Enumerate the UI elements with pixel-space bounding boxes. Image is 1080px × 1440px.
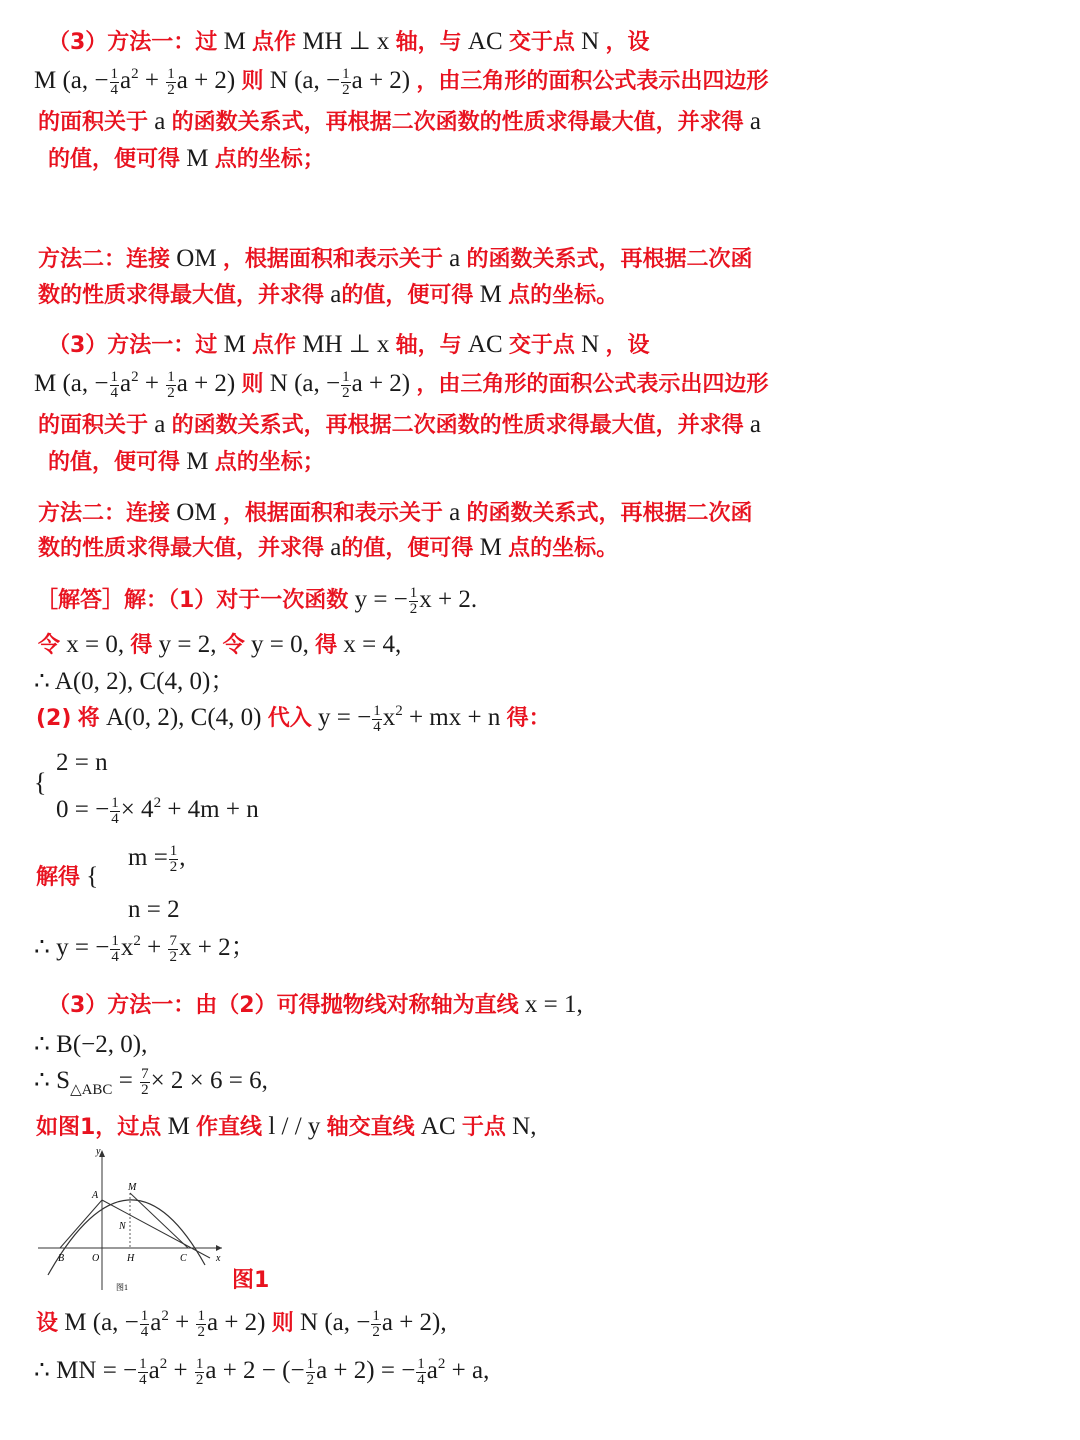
text: 轴，与 — [395, 30, 462, 55]
text: N (a, − — [269, 370, 341, 397]
text: + mx + n — [402, 704, 501, 731]
text: ，由三角形的面积公式表示出四边形 — [416, 69, 769, 94]
p3-line4 — [48, 447, 325, 478]
text: 图1 — [232, 1268, 270, 1293]
text: x — [120, 934, 134, 961]
text: 的函数关系式，再根据二次函数的性质求得最大值，并求得 — [171, 413, 744, 438]
denominator: 2 — [372, 1323, 380, 1340]
text: x = 1, — [524, 991, 583, 1018]
fraction — [169, 844, 179, 875]
exponent: 2 — [131, 66, 139, 82]
numerator: 1 — [417, 1355, 425, 1372]
text: a + 2) — [206, 1309, 266, 1336]
p1-line3 — [38, 107, 761, 138]
text: 如图1，过点 — [36, 1115, 162, 1140]
text: y = − — [317, 704, 372, 731]
numerator: 1 — [111, 794, 119, 811]
parabola-figure — [30, 1140, 230, 1300]
fraction — [196, 1309, 206, 1340]
text: ，根据面积和表示关于 — [222, 247, 443, 272]
fraction — [409, 586, 419, 617]
text: , — [179, 844, 186, 871]
fraction — [110, 934, 120, 965]
p4-line2 — [38, 533, 618, 564]
denominator: 2 — [409, 600, 418, 617]
text: × 2 × 6 = 6, — [150, 1067, 268, 1094]
text: 数的性质求得最大值，并求得 — [38, 536, 325, 561]
text: M — [167, 1113, 190, 1140]
fraction — [372, 704, 382, 735]
text: M — [186, 145, 209, 172]
sol-line13 — [36, 1308, 447, 1340]
fraction — [341, 67, 351, 98]
text: a — [449, 245, 461, 272]
text: = — [112, 1067, 140, 1094]
denominator: 4 — [110, 81, 118, 98]
exponent: 2 — [133, 933, 141, 949]
denominator: 4 — [140, 1323, 149, 1340]
sol-line12 — [36, 1112, 536, 1143]
fraction — [416, 1357, 426, 1388]
p1-line1 — [48, 27, 649, 58]
sol-line9 — [48, 990, 583, 1021]
exponent: 2 — [159, 1356, 168, 1372]
text: l / / y — [268, 1113, 321, 1140]
text: a — [148, 1357, 160, 1384]
denominator: 2 — [306, 1371, 315, 1388]
text: y = − — [354, 586, 408, 613]
text: N — [581, 331, 600, 358]
text: OM — [176, 499, 217, 526]
text: ，由三角形的面积公式表示出四边形 — [416, 372, 769, 397]
text: 的值，便可得 — [341, 283, 474, 308]
text: MH ⊥ x — [302, 331, 390, 358]
solve-n — [128, 895, 180, 925]
text: ，根据面积和表示关于 — [222, 501, 443, 526]
denominator: 4 — [111, 810, 119, 827]
denominator: 2 — [197, 1323, 205, 1340]
numerator: 1 — [372, 1307, 380, 1324]
fraction — [168, 934, 178, 965]
denominator: 2 — [167, 384, 175, 401]
label-C: C — [180, 1253, 187, 1264]
fraction — [166, 370, 176, 401]
text: 点作 — [252, 333, 297, 358]
sol-line14 — [34, 1356, 489, 1388]
text: 点的坐标； — [214, 147, 325, 172]
text: x — [382, 704, 396, 731]
text: a — [449, 499, 461, 526]
text: N (a, − — [300, 1309, 371, 1336]
sol-line11 — [34, 1066, 268, 1098]
fraction — [110, 796, 120, 827]
numerator: 1 — [197, 1307, 205, 1324]
text: AC — [467, 331, 503, 358]
text: a — [154, 108, 166, 135]
text: ∴ S — [34, 1067, 71, 1094]
text: n = 2 — [128, 896, 180, 923]
text: ，设 — [605, 30, 650, 55]
numerator: 1 — [139, 1355, 147, 1372]
line-AB — [60, 1200, 102, 1248]
fraction — [195, 1357, 205, 1388]
text: + — [140, 934, 168, 961]
denominator: 2 — [167, 81, 175, 98]
text: 方法二：连接 — [38, 501, 171, 526]
text: a — [330, 281, 342, 308]
figure-inner-caption: 图1 — [116, 1283, 128, 1292]
label-N: N — [119, 1221, 126, 1232]
text: M — [186, 448, 209, 475]
exponent: 2 — [153, 795, 162, 811]
system-eq2 — [56, 795, 259, 827]
text: 点的坐标； — [214, 450, 325, 475]
label-B: B — [58, 1253, 65, 1264]
figure-caption — [232, 1265, 269, 1296]
text: M (a, − — [64, 1309, 139, 1336]
p1-line2 — [34, 66, 768, 98]
text: 解得 — [36, 865, 81, 890]
numerator: 7 — [169, 932, 177, 949]
label-H: H — [127, 1253, 135, 1264]
text: a + 2) = − — [316, 1357, 416, 1384]
text: N (a, − — [269, 67, 341, 94]
text: 的值，便可得 — [48, 147, 181, 172]
denominator: 4 — [417, 1371, 425, 1388]
text: + — [168, 1309, 196, 1336]
text: 数的性质求得最大值，并求得 — [38, 283, 325, 308]
numerator: 1 — [111, 932, 119, 949]
text: 则 — [241, 372, 264, 397]
denominator: 2 — [141, 1081, 149, 1098]
numerator: 1 — [409, 584, 418, 601]
text: y = 0, — [251, 631, 309, 658]
text: a + 2) — [351, 67, 411, 94]
p1-line4 — [48, 144, 325, 175]
text: AC — [420, 1113, 456, 1140]
text: a — [120, 370, 132, 397]
denominator: 4 — [111, 948, 119, 965]
text: ∴ B(−2, 0), — [34, 1031, 148, 1058]
label-x: x — [216, 1253, 221, 1264]
text: a + 2) — [351, 370, 411, 397]
text: 的函数关系式，再根据二次函数的性质求得最大值，并求得 — [171, 110, 744, 135]
numerator: 1 — [195, 1355, 204, 1372]
text: a — [150, 1309, 162, 1336]
fraction — [110, 370, 120, 401]
sol-head — [36, 585, 477, 617]
fraction — [138, 1357, 148, 1388]
text: (2) — [36, 706, 72, 731]
text: M — [223, 331, 246, 358]
fraction — [110, 67, 120, 98]
text: a + 2) — [176, 67, 236, 94]
exponent: 2 — [131, 369, 139, 385]
text: × 4 — [120, 796, 154, 823]
numerator: 1 — [167, 368, 175, 385]
numerator: 1 — [167, 65, 175, 82]
text: A(0, 2), C(4, 0) — [105, 704, 262, 731]
text: 代入 — [267, 706, 312, 731]
numerator: 1 — [342, 65, 350, 82]
label-O: O — [92, 1253, 100, 1264]
text: x + 2； — [178, 934, 256, 961]
denominator: 2 — [342, 384, 350, 401]
fraction — [140, 1309, 150, 1340]
exponent: 2 — [395, 703, 403, 719]
text: m = — [128, 844, 168, 871]
text: 则 — [271, 1311, 294, 1336]
text: 轴交直线 — [326, 1115, 415, 1140]
solve-label — [36, 862, 98, 893]
text: （3）方法一：过 — [48, 30, 218, 55]
text: 于点 — [461, 1115, 506, 1140]
text: + — [138, 370, 166, 397]
exponent: 2 — [161, 1308, 169, 1324]
text: 的函数关系式，再根据二次函 — [466, 247, 753, 272]
denominator: 2 — [169, 858, 178, 875]
text: N, — [512, 1113, 537, 1140]
denominator: 4 — [110, 384, 118, 401]
text: M — [479, 534, 502, 561]
p3-line3 — [38, 410, 761, 441]
p3-line2 — [34, 369, 768, 401]
text: 得： — [506, 706, 551, 731]
text: ，设 — [605, 333, 650, 358]
numerator: 1 — [306, 1355, 315, 1372]
text: M (a, − — [34, 370, 109, 397]
text: （3）方法一：由（2）可得抛物线对称轴为直线 — [48, 993, 519, 1018]
numerator: 1 — [373, 702, 381, 719]
text: a — [749, 108, 761, 135]
label-y: y — [96, 1146, 101, 1157]
text: 交于点 — [508, 333, 575, 358]
text: 的值，便可得 — [48, 450, 181, 475]
fraction — [166, 67, 176, 98]
text: + — [138, 67, 166, 94]
denominator: 4 — [139, 1371, 147, 1388]
numerator: 1 — [169, 842, 178, 859]
sol-line3 — [34, 667, 235, 697]
text: ∴ MN = − — [34, 1357, 138, 1384]
text: 交于点 — [508, 30, 575, 55]
text: a — [154, 411, 166, 438]
p4-line1 — [38, 498, 752, 529]
p2-line2 — [38, 280, 618, 311]
text: ［解答］解：（1）对于一次函数 — [36, 588, 349, 613]
fraction — [341, 370, 351, 401]
text: 点的坐标。 — [508, 536, 619, 561]
text: + a, — [445, 1357, 490, 1384]
sol-yres — [34, 933, 256, 965]
fraction — [306, 1357, 316, 1388]
fraction — [140, 1067, 150, 1098]
solution-brace: { — [86, 863, 99, 890]
p3-line1 — [48, 330, 649, 361]
text: 2 = n — [56, 749, 108, 776]
sol-line4 — [36, 703, 551, 735]
exponent: 2 — [437, 1356, 446, 1372]
denominator: 2 — [169, 948, 177, 965]
line-MC — [130, 1193, 188, 1248]
text: AC — [467, 28, 503, 55]
text: M — [223, 28, 246, 55]
text: 得 — [130, 633, 153, 658]
text: a + 2 − (− — [205, 1357, 305, 1384]
system-eq1 — [56, 748, 108, 778]
denominator: 4 — [373, 718, 381, 735]
label-M: M — [128, 1182, 137, 1193]
text: 的面积关于 — [38, 110, 149, 135]
text: x + 2. — [419, 586, 478, 613]
text: 作直线 — [196, 1115, 263, 1140]
text: OM — [176, 245, 217, 272]
label-A: A — [92, 1190, 99, 1201]
text: x = 0, — [66, 631, 125, 658]
text: 则 — [241, 69, 264, 94]
numerator: 1 — [110, 368, 118, 385]
text: 令 — [222, 633, 245, 658]
text: a — [330, 534, 342, 561]
text: x = 4, — [343, 631, 402, 658]
text: a — [749, 411, 761, 438]
denominator: 2 — [342, 81, 350, 98]
text: 设 — [36, 1311, 59, 1336]
text: 令 — [38, 633, 61, 658]
numerator: 1 — [110, 65, 118, 82]
text: + 4m + n — [161, 796, 259, 823]
sol-line2 — [38, 630, 401, 661]
text: 得 — [315, 633, 338, 658]
solve-m — [128, 843, 186, 875]
text: + — [167, 1357, 194, 1384]
text: （3）方法一：过 — [48, 333, 218, 358]
text: 的值，便可得 — [341, 536, 474, 561]
text: ∴ A(0, 2), C(4, 0)； — [34, 668, 236, 695]
text: a + 2), — [381, 1309, 447, 1336]
text: a — [120, 67, 132, 94]
text: 0 = − — [56, 796, 110, 823]
fraction — [371, 1309, 381, 1340]
text: M (a, − — [34, 67, 109, 94]
numerator: 1 — [140, 1307, 149, 1324]
sol-line10 — [34, 1030, 147, 1060]
text: MH ⊥ x — [302, 28, 390, 55]
text: N — [581, 28, 600, 55]
text: 的函数关系式，再根据二次函 — [466, 501, 753, 526]
text: 轴，与 — [395, 333, 462, 358]
text: a + 2) — [176, 370, 236, 397]
text: ∴ y = − — [34, 934, 110, 961]
text: 的面积关于 — [38, 413, 149, 438]
system-brace: { — [34, 768, 47, 797]
text: y = 2, — [158, 631, 217, 658]
text: 点的坐标。 — [508, 283, 619, 308]
numerator: 1 — [342, 368, 350, 385]
text: 方法二：连接 — [38, 247, 171, 272]
text: 将 — [77, 706, 100, 731]
denominator: 2 — [195, 1371, 204, 1388]
x-arrow — [216, 1245, 222, 1251]
text: a — [426, 1357, 438, 1384]
text: 点作 — [252, 30, 297, 55]
text: M — [479, 281, 502, 308]
p2-line1 — [38, 244, 752, 275]
numerator: 7 — [141, 1065, 149, 1082]
subscript: △ABC — [70, 1082, 113, 1098]
